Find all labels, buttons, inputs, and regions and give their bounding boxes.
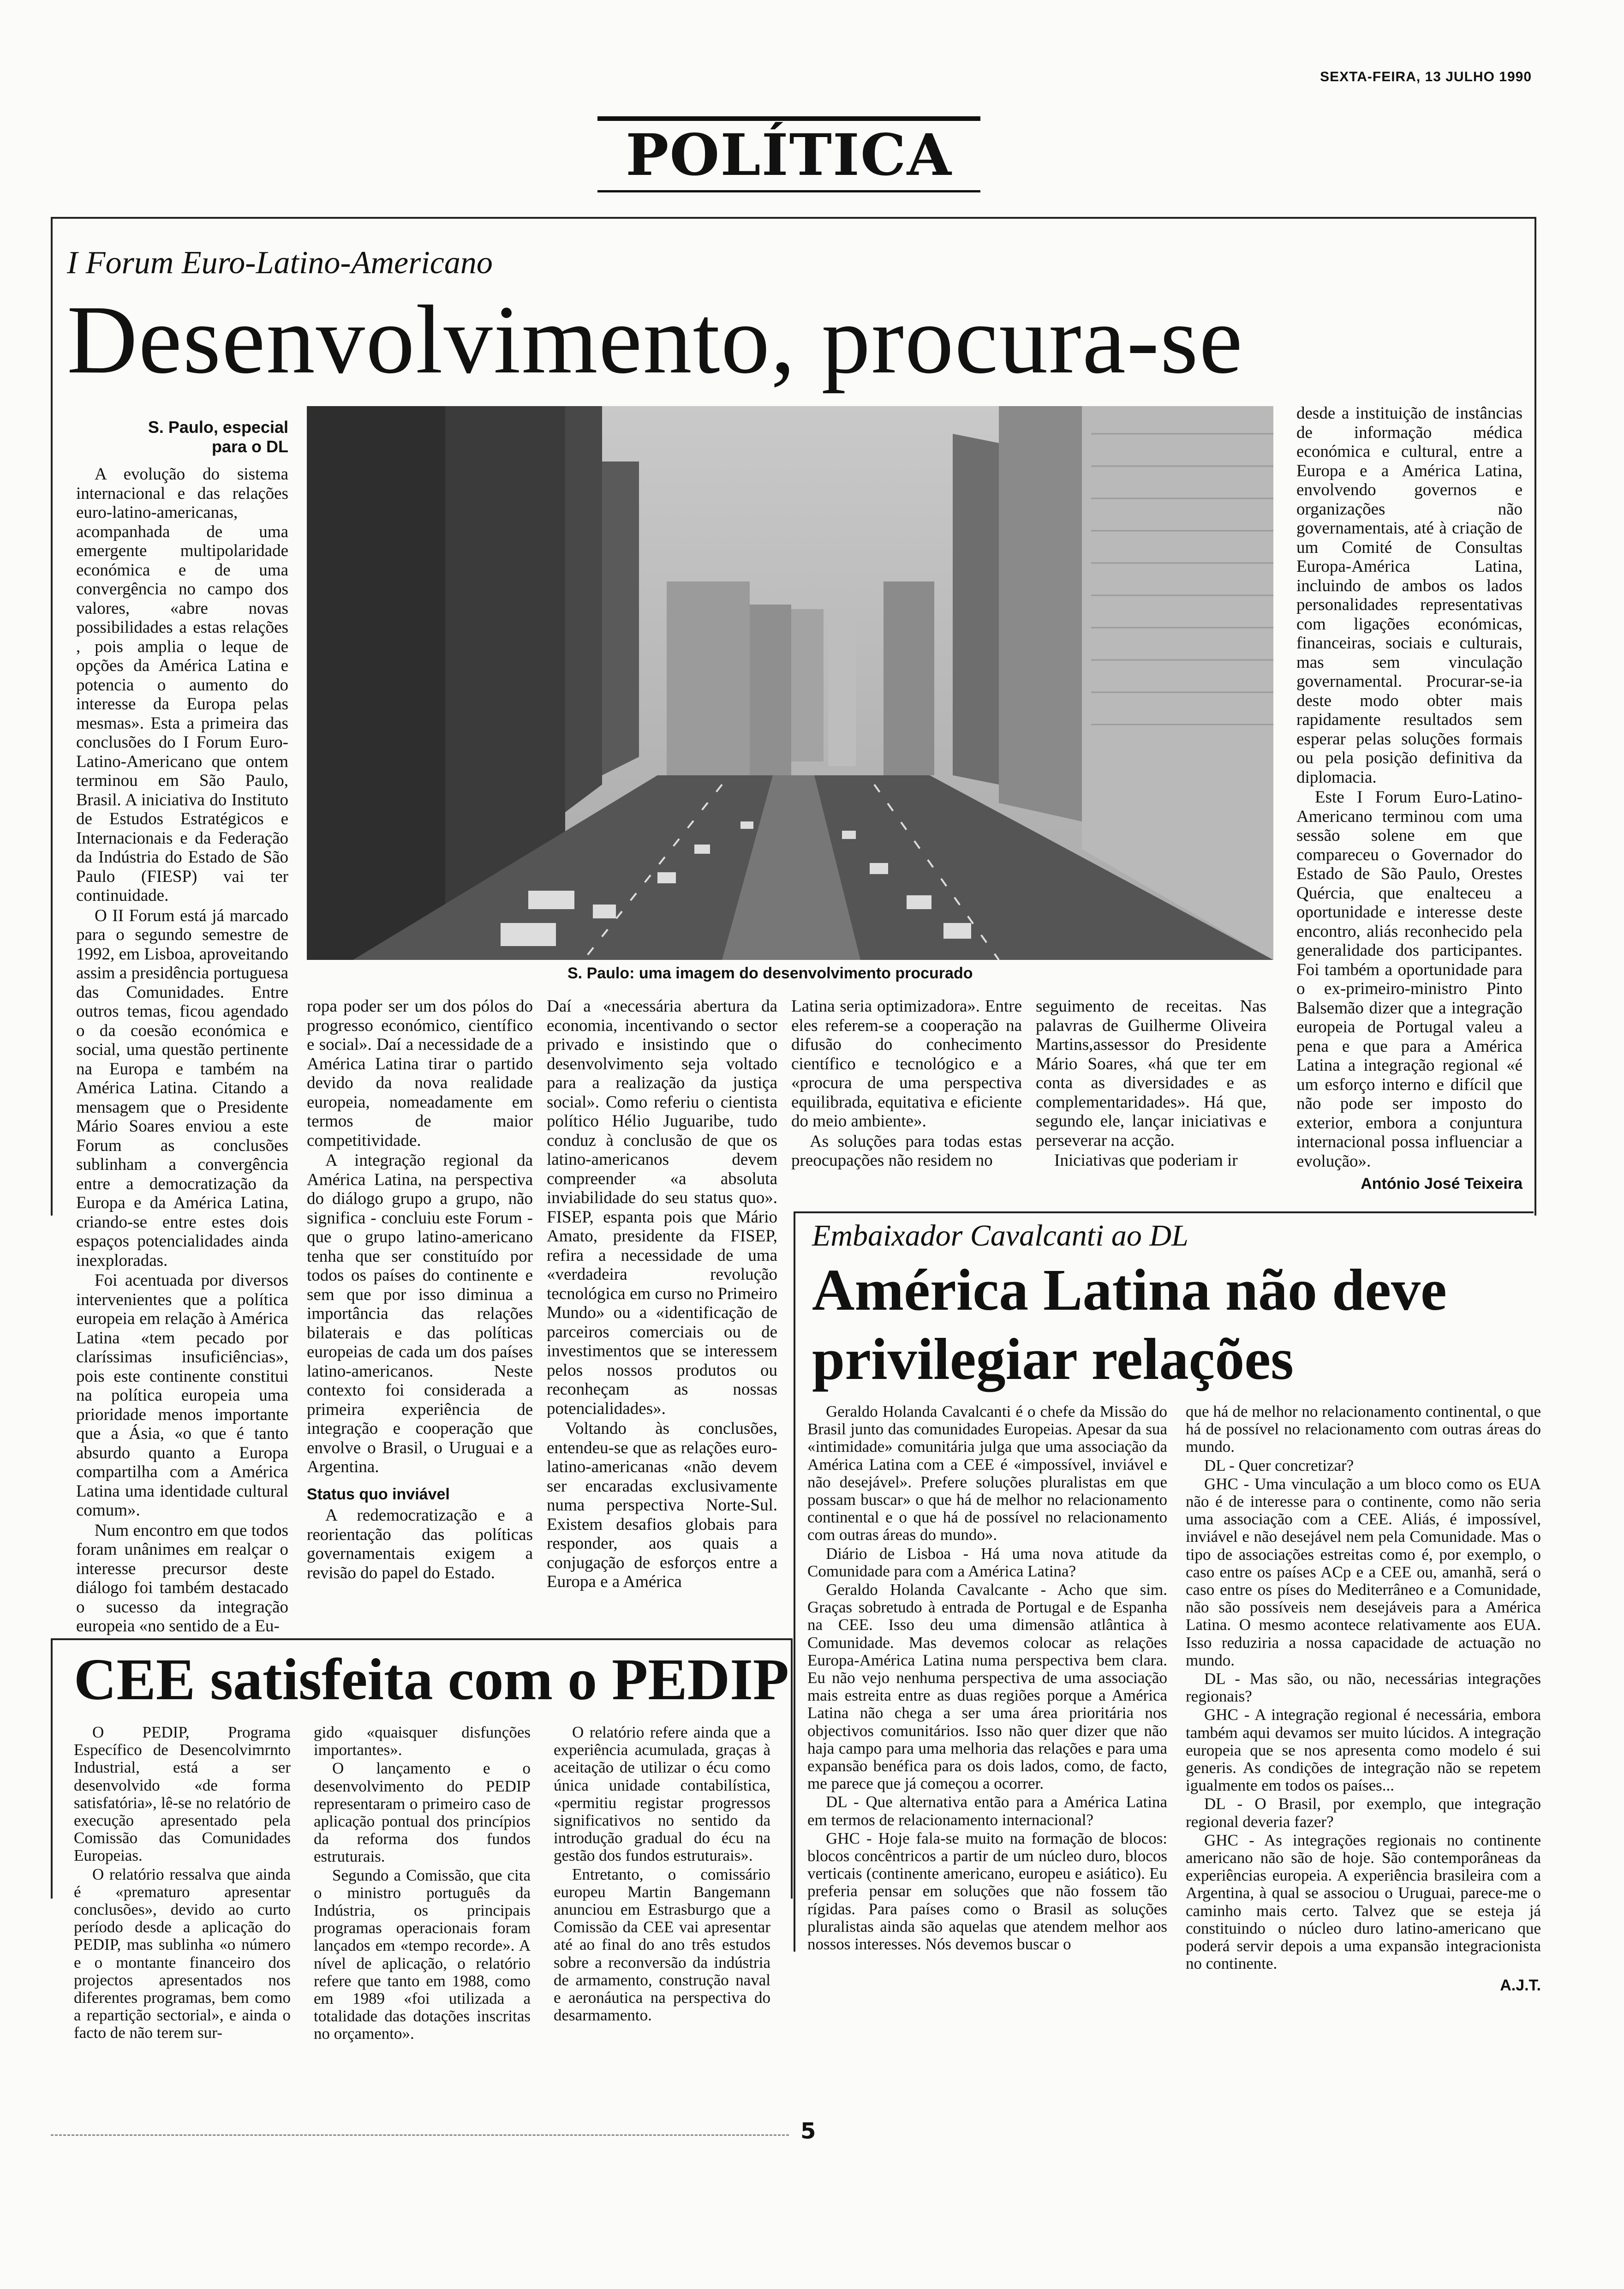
section-rule-bottom xyxy=(597,190,980,192)
story1-column-4 xyxy=(791,997,1022,1171)
paragraph: A evolução do sistema internacional e das relações euro-latino-americanas, acompanhada de uma emergente multipolaridade económica e de uma convergência no campo dos valores, «abre novas possibilidades a estas relações , pois amplia o leque de opções da América Latina e potencia o aumento do interesse da Europa pelas mesmas». Esta a primeira das conclusões do I Forum Euro-Latino-Americano que ontem terminou em São Paulo, Brasil. A iniciativa do Instituto de Estudos Estratégicos e Internacionais e da Federação da Indústria do Estado de São Paulo (FIESP) vai ter continuidade. xyxy=(76,465,288,905)
story2-kicker: Embaixador Cavalcanti ao DL xyxy=(812,1219,1188,1252)
story1-column-2 xyxy=(307,997,533,1583)
story1-photo-caption: S. Paulo: uma imagem do desenvolvimento procurado xyxy=(567,965,973,982)
story1-headline: Desenvolvimento, procura-se xyxy=(67,285,1244,394)
byline-line-1: S. Paulo, especial xyxy=(148,418,288,437)
story1-subhead: Status quo inviável xyxy=(307,1485,450,1503)
paragraph: gido «quaisquer disfunções importantes». xyxy=(314,1723,531,1759)
section-rule-top xyxy=(597,116,980,121)
paragraph: que há de melhor no relacionamento continental, o que há de possível no relacionamento com outras áreas do mundo. xyxy=(1186,1402,1541,1456)
paragraph: ropa poder ser um dos pólos do progresso económico, científico e social». Daí a necessidade de a América Latina tirar o partido devido da nova realidade europeia, nomeadamente em termos de maior competitividade. xyxy=(307,997,533,1150)
paragraph: Geraldo Holanda Cavalcante - Acho que sim. Graças sobretudo à entrada de Portugal e de Espanha na CEE. Isso deu uma dimensão atlântica à Comunidade. Mas devemos colocar as relações Europa-América Latina numa perspectiva bem clara. Eu não vejo nenhuma perspectiva de uma associação mais estreita entre as duas regiões porque a América Latina não chega a ser uma área prioritária nos objectivos comunitários. Isso não quer dizer que não haja campo para uma melhoria das relações e para uma expansão benéfica para os dois lados, como, de facto, me parece que já começou a ocorrer. xyxy=(807,1581,1167,1793)
story3-column-1 xyxy=(74,1724,291,2043)
paragraph: GHC - A integração regional é necessária, embora também aqui devamos ser muito lúcidos. A integração europeia que se nos apresenta como modelo é sui generis. As condições de integração não se repetem igualmente em todos os países... xyxy=(1186,1706,1541,1795)
page-folio: 5 xyxy=(800,2118,816,2144)
paragraph: A integração regional da América Latina, na perspectiva do diálogo grupo a grupo, não significa - concluiu este Forum - que o grupo latino-americano tenha que ser constituído por todos os países do continente e sem que por isso diminua a importância das relações bilaterais e das políticas europeias de cada um dos países latino-americanos. Neste contexto foi considerada a primeira experiência de integração e cooperação que envolve o Brasil, o Uruguai e a Argentina. xyxy=(307,1151,533,1476)
paragraph: Foi acentuada por diversos intervenientes que a política europeia em relação à América Latina «tem pecado por claríssimas insuficiências», pois este continente constitui na política europeia uma prioridade menos importante que a Ásia, «o que é tanto absurdo quanto a Europa compartilha com a América Latina uma identidade cultural comum». xyxy=(76,1271,288,1520)
paragraph: GHC - Uma vinculação a um bloco como os EUA não é de interesse para o continente, como não seria uma associação com a CEE. Aliás, é impossível, inviável e não desejável nem pela Comunidade. Mas o tipo de associações estreitas como é, por exemplo, o caso entre os países ACp e a CEE ou, amanhã, será o caso entre os píses do Mediterrâneo e a Comunidade, não são possíveis nem desejáveis para a América Latina. O mesmo acontece relativamente aos EUA. Isso reduziria a nossa capacidade de actuação no mundo. xyxy=(1186,1474,1541,1669)
paragraph: DL - O Brasil, por exemplo, que integração regional deveria fazer? xyxy=(1186,1795,1541,1831)
paragraph: desde a instituição de instâncias de informação médica económica e cultural, entre a Europa e a América Latina, envolvendo governos e organizações não governamentais, até à criação de um Comité de Consultas Europa-América Latina, incluindo de ambos os lados personalidades representativas com ligações económicas, financeiras, sociais e culturais, mas sem vinculação governamental. Procurar-se-ia deste modo obter mais rapidamente resultados sem esperar pelas soluções formais ou pela posição definitiva da diplomacia. xyxy=(1296,404,1522,787)
story1-column-6 xyxy=(1296,404,1522,1194)
paragraph: O II Forum está já marcado para o segundo semestre de 1992, em Lisboa, aproveitando assim a presidência portuguesa das Comunidades. Entre outros temas, ficou agendado o da coesão económica e social, uma questão pertinente na Europa e também na América Latina. Citando a mensagem que o Presidente Mário Soares enviou a este Forum as conclusões sublinham a convergência entre a democratização da Europa e da América Latina, criando-se entre estes dois espaços potencialidades ainda inexploradas. xyxy=(76,906,288,1270)
paragraph: O relatório refere ainda que a experiência acumulada, graças à aceitação de utilizar o écu como única unidade contabilística, «permitiu registar progressos significativos no sentido da introdução gradual do écu na gestão dos fundos estruturais». xyxy=(554,1723,770,1865)
story2-headline xyxy=(812,1255,1522,1394)
story2-headline-line-2: privilegiar relações xyxy=(812,1326,1294,1392)
paragraph: O relatório ressalva que ainda é «prematuro apresentar conclusões», devido ao curto período desde a aplicação do PEDIP, mas sublinha «o número e o montante financeiro dos projectos apresentados nos diferentes programas, bem como a repartição sectorial», e ainda o facto de não terem sur- xyxy=(74,1865,291,2042)
story1-kicker: I Forum Euro-Latino-Americano xyxy=(67,245,493,281)
paragraph: GHC - Hoje fala-se muito na formação de blocos: blocos concêntricos a partir de um núcleo duro, blocos verticais (continente americano, europeu e asiático). Eu preferia pensar em soluções que não fossem tão rígidas. Para países como o Brasil as soluções pluralistas ainda são aquelas que atendem melhor aos nossos interesses. Nós devemos buscar o xyxy=(807,1829,1167,1953)
footer-rule xyxy=(51,2134,789,2136)
paragraph: O lançamento e o desenvolvimento do PEDIP representaram o primeiro caso de aplicação pontual dos princípios da reforma dos fundos estruturais. xyxy=(314,1759,531,1866)
story1-column-3 xyxy=(547,997,777,1593)
paragraph: Voltando às conclusões, entendeu-se que as relações euro-latino-americanas «não devem ser encaradas exclusivamente numa perspectiva Norte-Sul. Existem desafios globais para responder, aos quais a conjugação de esforços entre a Europa e a América xyxy=(547,1419,777,1591)
paragraph: DL - Mas são, ou não, necessárias integrações regionais? xyxy=(1186,1670,1541,1706)
paragraph: DL - Que alternativa então para a América Latina em termos de relacionamento internacional? xyxy=(807,1793,1167,1829)
story1-signature: António José Teixeira xyxy=(1361,1175,1522,1192)
paragraph: Segundo a Comissão, que cita o ministro português da Indústria, os principais programas operacionais foram lançados em «tempo recorde». A nível de aplicação, o relatório refere que tanto em 1988, como em 1989 «foi utilizada a totalidade das dotações inscritas no orçamento». xyxy=(314,1866,531,2043)
paragraph: Iniciativas que poderiam ir xyxy=(1054,1151,1238,1170)
paragraph: Entretanto, o comissário europeu Martin Bangemann anunciou em Estrasburgo que a Comissão da CEE vai apresentar até ao final do ano três estudos sobre a reconversão da indústria de armamento, construção naval e aeronáutica na perspectiva do desarmamento. xyxy=(554,1865,770,2025)
story1-column-1 xyxy=(76,418,288,1637)
story3-headline: CEE satisfeita com o PEDIP xyxy=(74,1647,789,1712)
story2-column-b xyxy=(1186,1403,1541,1994)
paragraph: As soluções para todas estas preocupações não residem no xyxy=(791,1132,1022,1170)
paragraph: Diário de Lisboa - Há uma nova atitude da Comunidade para com a América Latina? xyxy=(807,1544,1167,1580)
story2-headline-line-1: América Latina não deve xyxy=(812,1257,1447,1323)
paragraph: Este I Forum Euro-Latino-Americano terminou com uma sessão solene em que compareceu o Governador do Estado de São Paulo, Orestes Quércia, que enalteceu a oportunidade e interesse deste encontro, aliás reconhecido pela generalidade dos participantes. Foi também a oportunidade para o ex-primeiro-ministro Pinto Balsemão dizer que a integração europeia de Portugal valeu a pena e que para a América Latina a integração regional «é um esforço interno e difícil que não pode ser imposto do exterior, embora a conjuntura internacional possa influenciar a evolução». xyxy=(1296,788,1522,1171)
paragraph: Geraldo Holanda Cavalcanti é o chefe da Missão do Brasil junto das comunidades Europeias. Apesar da sua «intimidade» comunitária julga que uma associação da América Latina com a CEE é «impossível, inviável e não desejável». Prefere soluções pluralistas em que possam buscar» o que há de melhor no relacionamento continental e o que há de possível no relacionamento com outras áreas do mundo». xyxy=(807,1402,1167,1544)
story2-signature: A.J.T. xyxy=(1500,1976,1541,1994)
paragraph: Latina seria optimizadora». Entre eles referem-se a cooperação na difusão do conhecimento científico e tecnológico e a «procura de uma perspectiva equilibrada, equitativa e eficiente do meio ambiente». xyxy=(791,997,1022,1131)
paragraph: Daí a «necessária abertura da economia, incentivando o sector privado e insistindo que o desenvolvimento seja voltado para a realização da justiça social». Como referiu o cientista político Hélio Juguaribe, tudo conduz à conclusão de que os latino-americanos devem compreender «a absoluta inviabilidade do seu status quo». FISEP, espanta pois que Mário Amato, presidente da FISEP, refira a necessidade de uma «verdadeira revolução tecnológica em curso no Primeiro Mundo» ou a «identificação de parceiros comerciais ou de investimentos que se interessem pelos nossos produtos ou reconheçam as nossas potencialidades». xyxy=(547,997,777,1418)
byline-line-2: para o DL xyxy=(211,437,288,456)
paragraph: O PEDIP, Programa Específico de Desencolvimrnto Industrial, está a ser desenvolvido «de forma satisfatória», lê-se no relatório de execução apresentado pela Comissão das Comunidades Europeias. xyxy=(74,1723,291,1865)
paragraph: GHC - As integrações regionais no continente americano não são de hoje. São contemporâneas da experiências europeia. A experiência brasileira com a Argentina, à qual se associou o Uruguai, parece-me o caminho mais certo. Talvez que se esteja já constituindo o núcleo duro latino-americano que poderá servir depois a uma expansão integracionista no continente. xyxy=(1186,1831,1541,1973)
section-title: POLÍTICA xyxy=(626,122,952,189)
story3-column-3 xyxy=(554,1724,770,2025)
page-date: SEXTA-FEIRA, 13 JULHO 1990 xyxy=(1320,69,1532,84)
story1-photo xyxy=(307,406,1273,960)
story3-column-2 xyxy=(314,1724,531,2044)
story1-byline xyxy=(76,418,288,456)
story2-column-a xyxy=(807,1403,1167,1954)
city-avenue-image xyxy=(307,406,1273,960)
story1-column-5 xyxy=(1036,997,1266,1171)
paragraph: seguimento de receitas. Nas palavras de Guilherme Oliveira Martins,assessor do Presidente Mário Soares, «há que ter em conta as diversidades e as complementaridades». Há que, segundo ele, lançar iniciativas e perseverar na acção. xyxy=(1036,997,1266,1150)
paragraph: Num encontro em que todos foram unânimes em realçar o interesse precursor deste diálogo foi também destacado o sucesso da integração europeia «no sentido de a Eu- xyxy=(76,1521,288,1636)
paragraph: DL - Quer concretizar? xyxy=(1204,1456,1354,1474)
paragraph: A redemocratização e a reorientação das políticas governamentais exigem a revisão do papel do Estado. xyxy=(307,1506,533,1582)
